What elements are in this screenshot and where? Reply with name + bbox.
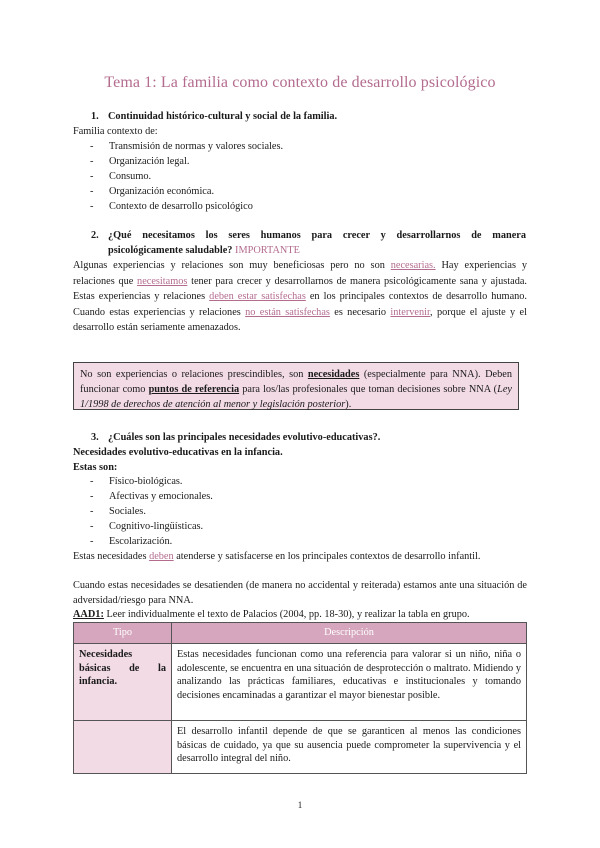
list-item: - Físico-biológicas. <box>90 476 183 487</box>
needs-table <box>73 622 527 774</box>
section-3-heading: ¿Cuáles son las principales necesidades evolutivo-educativas?. <box>108 432 381 443</box>
aad-activity: AAD1: Leer individualmente el texto de Palacios (2004, pp. 18-30), y realizar la tabla en grupo. <box>73 609 470 620</box>
section-1-heading: Continuidad histórico-cultural y social de la familia. <box>108 111 338 122</box>
row-2-descripcion: El desarrollo infantil depende de que se garanticen al menos las condiciones básicas de cuidado, ya que su ausencia puede comprometer la supervivencia y el desarrollo integral del niño. <box>172 721 527 774</box>
section-3-estas: Estas son: <box>73 462 118 473</box>
section-3-paragraph-2: Cuando estas necesidades se desatienden (de manera no accidental y reiterada) estamos ante una situación de adversidad/riesgo para NNA. <box>73 580 527 606</box>
section-3-number: 3. <box>91 432 99 443</box>
list-item: - Afectivas y emocionales. <box>90 491 213 502</box>
list-item: - Transmisión de normas y valores sociales. <box>90 141 284 152</box>
table-header-row <box>74 623 527 644</box>
highlight-note-box: No son experiencias o relaciones prescindibles, son necesidades (especialmente para NNA). Deben funcionar como puntos de referencia para los/las profesionales que toman decisiones sobre NNA (Ley 1/1998 de derechos de atención al menor y legislación posterior). <box>73 362 519 410</box>
list-item: - Escolarización. <box>90 536 173 547</box>
section-2-heading-line1: ¿Qué necesitamos los seres humanos para crecer y desarrollarnos de manera <box>108 230 526 241</box>
row-2-tipo <box>74 721 172 774</box>
section-2-heading-line2: psicológicamente saludable? IMPORTANTE <box>108 245 300 256</box>
aad-label: AAD1: <box>73 609 104 620</box>
list-item: - Organización económica. <box>90 186 215 197</box>
table-row <box>74 721 527 774</box>
section-2-paragraph: Algunas experiencias y relaciones son muy beneficiosas pero no son necesarias. Hay experiencias y relaciones que necesitamos tener para crecer y desarrollarnos de manera psicológicamente sana y ajustada. Estas experiencias y relaciones deben estar satisfechas en los principales contextos de desarrollo humano. Cuando estas experiencias y relaciones no están satisfechas es necesario intervenir, porque el ajuste y el desarrollo están seriamente amenazados. <box>73 260 528 333</box>
section-1-list <box>90 139 283 214</box>
section-1-intro: Familia contexto de: <box>73 126 158 137</box>
list-item: - Sociales. <box>90 506 146 517</box>
table-row <box>74 644 527 721</box>
document-title: Tema 1: La familia como contexto de desarrollo psicológico <box>104 74 496 91</box>
table-header-tipo: Tipo <box>74 623 172 644</box>
section-3-list <box>90 474 213 549</box>
list-item: - Consumo. <box>90 171 152 182</box>
list-item: - Contexto de desarrollo psicológico <box>90 201 253 212</box>
important-tag: IMPORTANTE <box>235 245 300 256</box>
page-number: 1 <box>297 800 303 810</box>
section-3-paragraph-1: Estas necesidades deben atenderse y satisfacerse en los principales contextos de desarrollo infantil. <box>73 551 481 562</box>
row-1-descripcion: Estas necesidades funcionan como una referencia para valorar si un niño, niña o adolescente, se encuentra en una situación de desprotección o maltrato. Midiendo y analizando las prácticas familiares, educativas e institucionales y tomando decisiones encaminadas a garantizar el mayor bienestar posible. <box>172 644 527 721</box>
list-item: - Organización legal. <box>90 156 190 167</box>
list-item: - Cognitivo-lingüísticas. <box>90 521 204 532</box>
section-3-subheading: Necesidades evolutivo-educativas en la infancia. <box>73 447 283 458</box>
section-2-number: 2. <box>91 230 99 241</box>
section-1-number: 1. <box>91 111 99 122</box>
table-header-descripcion: Descripción <box>172 623 527 644</box>
row-1-tipo: Necesidades básicas de la infancia. <box>74 644 172 721</box>
